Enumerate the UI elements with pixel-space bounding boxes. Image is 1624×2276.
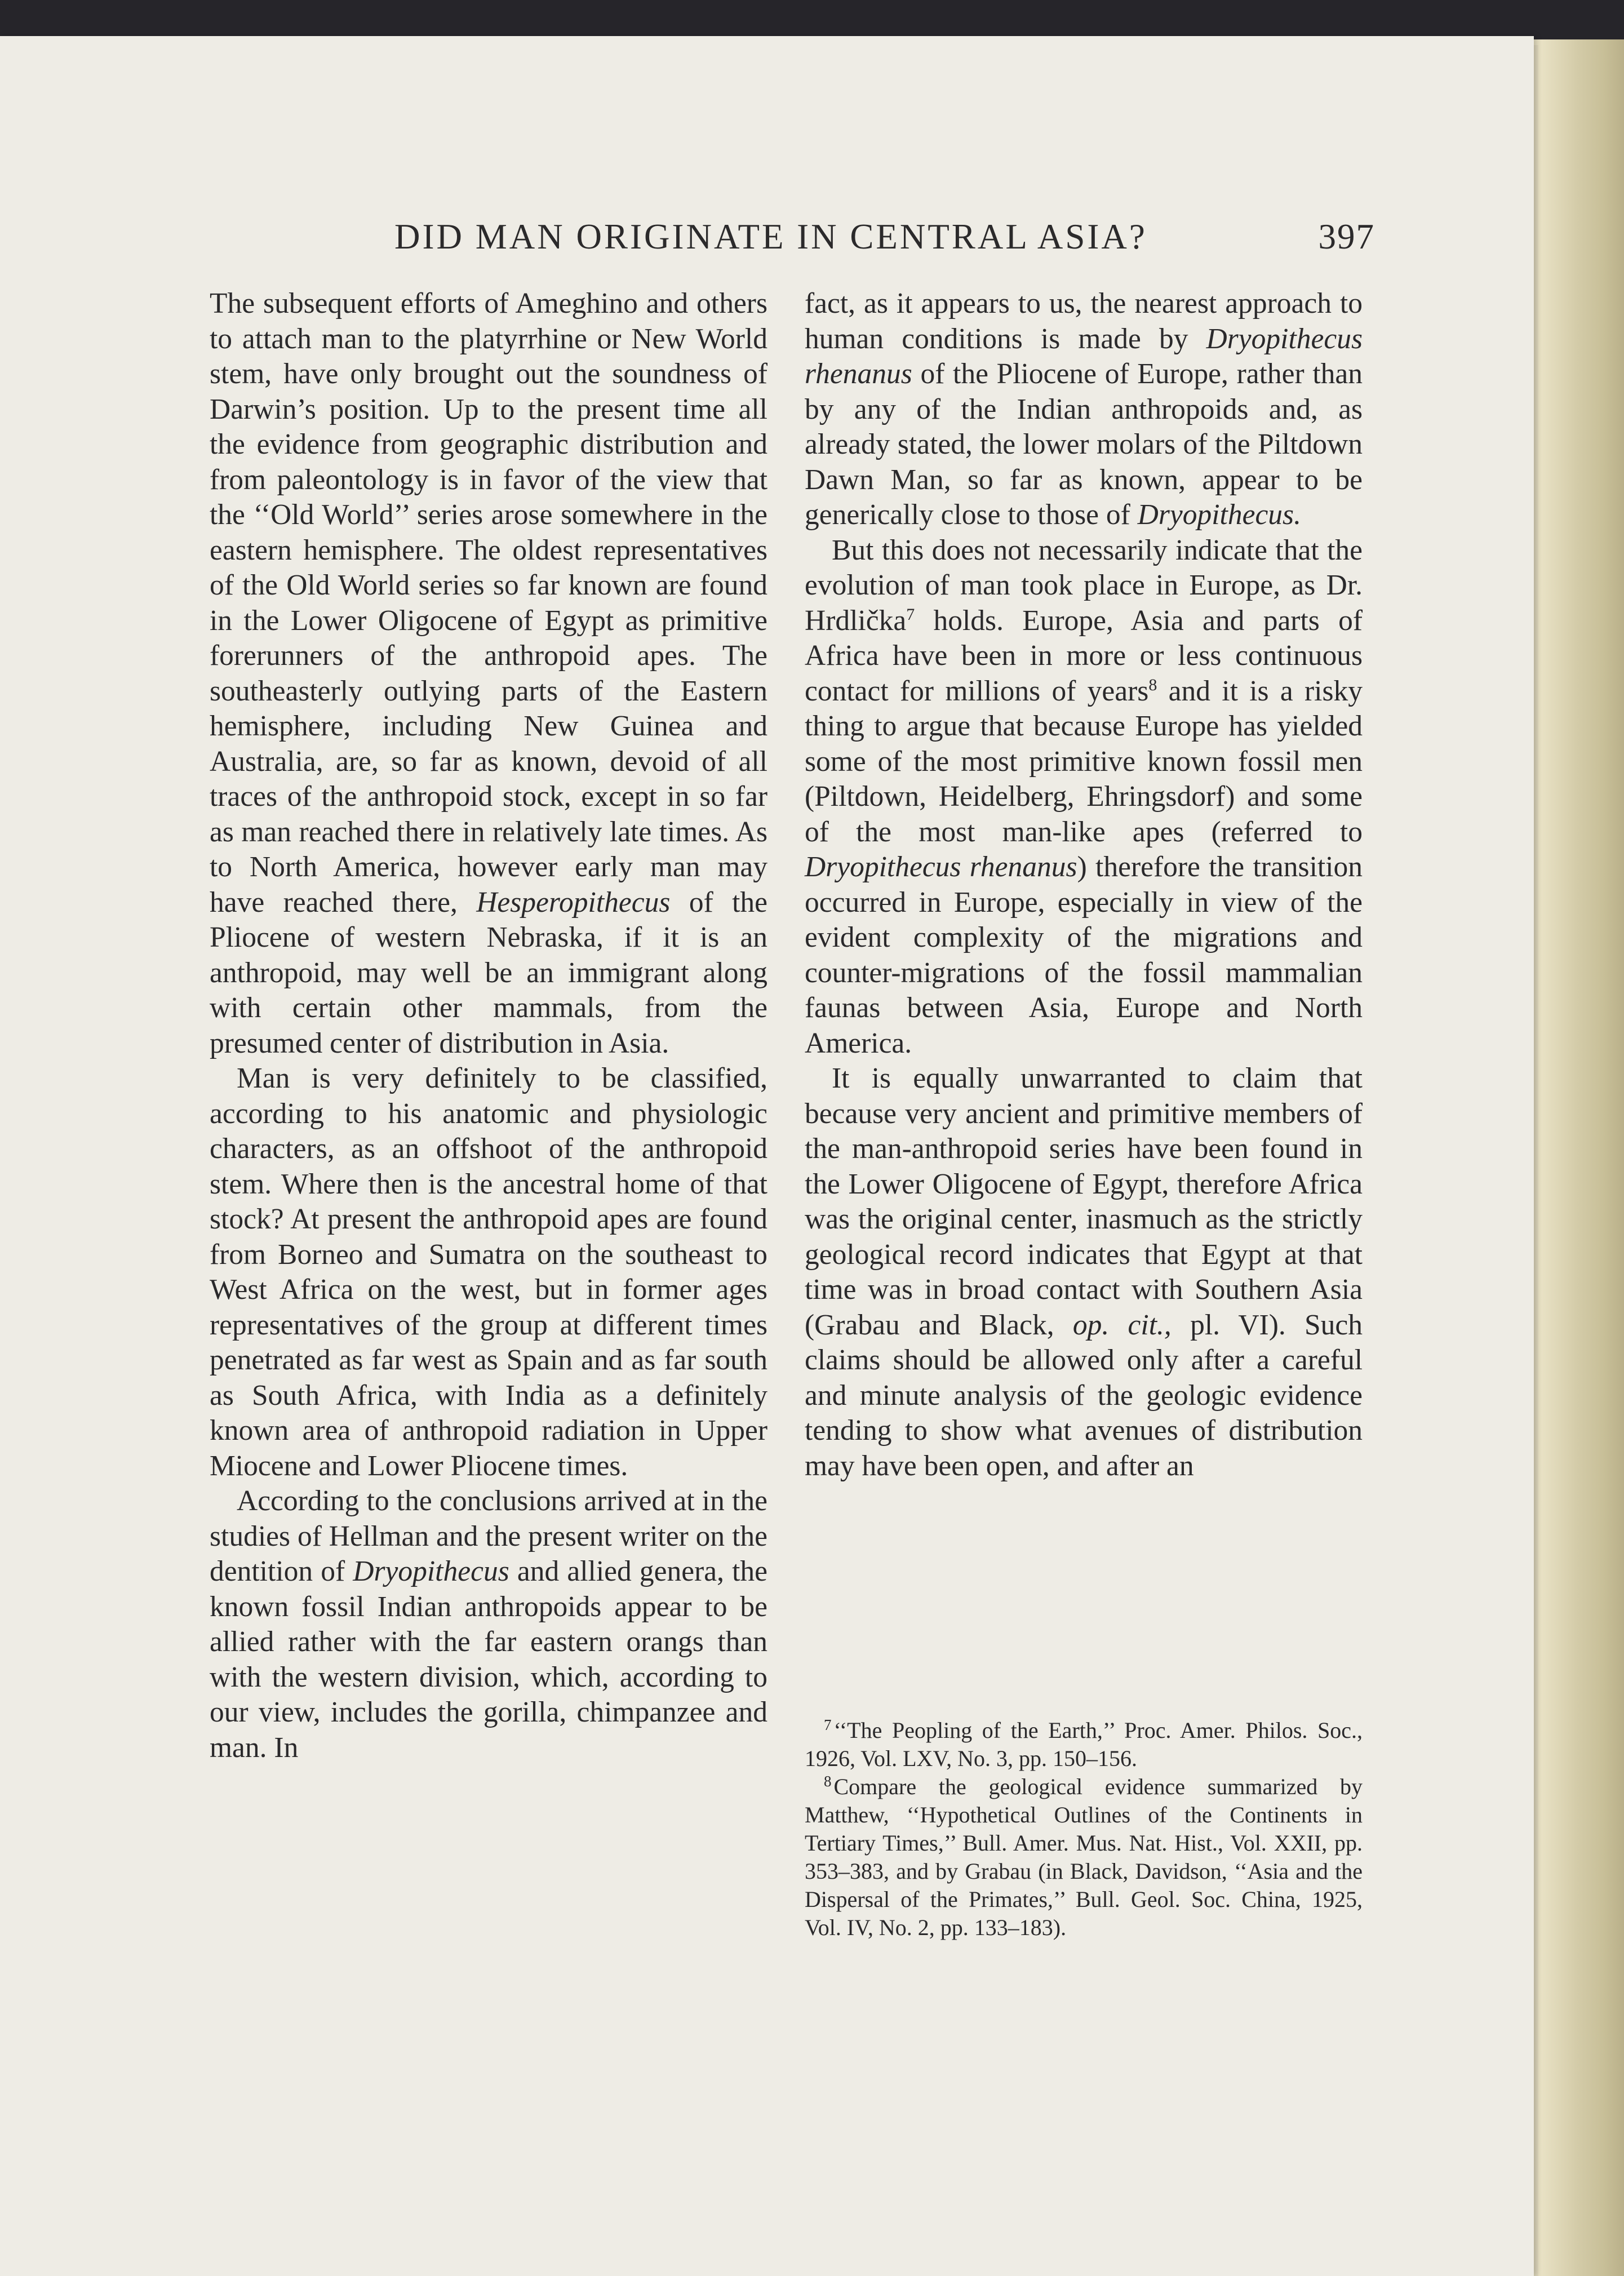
paragraph: fact, as it appears to us, the nearest approach to human conditions is made by Dryopithecus rhenanus of the Pliocene of Europe, rather than by any of the Indian anthropoids and, as already stated, the lower molars of the Piltdown Dawn Man, so far as known, appear to be generically close to those of Dryopithecus. [805,287,1363,531]
running-title: DID MAN ORIGINATE IN CENTRAL ASIA? [394,217,1147,256]
running-header [394,216,1375,261]
paragraph: Man is very definitely to be classified, according to his anatomic and physiologic characters, as an offshoot of the anthropoid stem. Where then is the ancestral home of that stock? At present the anthropoid apes are found from Borneo and Sumatra on the southeast to West Africa on the west, but in former ages representatives of the group at different times penetrated as far west as Spain and as far south as South Africa, with India as a definitely known area of anthropoid radiation in Upper Miocene and Lower Pliocene times. [210,1062,767,1482]
footnote: $^8$ Compare the geological evidence summarized by Matthew, ‘‘Hypothetical Outlines of the Continents in Tertiary Times,’’ Bull. Amer. Mus. Nat. Hist., Vol. XXII, pp. 353–383, and by Grabau (in Black, Davidson, ‘‘Asia and the Dispersal of the Primates,’’ Bull. Geol. Soc. China, 1925, Vol. IV, No. 2, pp. 133–183). [805,1772,1363,1940]
footnote-ref[interactable]: 7 [906,605,915,624]
paragraph: According to the conclusions arrived at in the studies of Hellman and the present writer on the dentition of Dryopithecus and allied genera, the known fossil Indian anthropoids appear to be allied rather with the far eastern orangs than with the western division, which, according to our view, includes the gorilla, chimpanzee and man. In [210,1485,768,1764]
footnote: $^7$ ‘‘The Peopling of the Earth,’’ Proc. Amer. Philos. Soc., 1926, Vol. LXV, No. 3, pp. 150–156. [805,1716,1363,1771]
footnote-ref[interactable]: 8 [1148,675,1157,694]
paragraph: It is equally unwarranted to claim that because very ancient and primitive members of the man-anthropoid series have been found in the Lower Oligocene of Egypt, therefore Africa was the original center, inasmuch as the strictly geological record indicates that Egypt at that time was in broad contact with Southern Asia (Grabau and Black, op. cit., pl. VI). Such claims should be allowed only after a careful and minute analysis of the geologic evidence tending to show what avenues of distribution may have been open, and after an [805,1062,1363,1482]
footnotes [805,1716,1363,1942]
paragraph: The subsequent efforts of Ameghino and others to attach man to the platyrrhine or New World stem, have only brought out the soundness of Darwin’s position. Up to the present time all the evidence from geographic distribution and from paleontology is in favor of the view that the ‘‘Old World’’ series arose somewhere in the eastern hemisphere. The oldest representatives of the Old World series so far known are found in the Lower Oligocene of Egypt as primitive forerunners of the anthropoid apes. The southeasterly outlying parts of the Eastern hemisphere, including New Guinea and Australia, are, so far as known, devoid of all traces of the anthropoid stock, except in so far as man reached there in relatively late times. As to North America, however early man may have reached there, Hesperopithecus of the Pliocene of western Nebraska, if it is an anthropoid, may well be an immigrant along with certain other mammals, from the presumed center of distribution in Asia. [210,287,767,1059]
page-number: 397 [1318,217,1375,256]
paragraph: But this does not necessarily indicate that the evolution of man took place in Europe, as Dr. Hrdlička$^7$ holds. Europe, Asia and parts of Africa have been in more or less continuous contact for millions of years$^8$ and it is a risky thing to argue that because Europe has yielded some of the most primitive known fossil men (Piltdown, Heidelberg, Ehringsdorf) and some of the most man-like apes (referred to Dryopithecus rhenanus) therefore the transition occurred in Europe, especially in view of the evident complexity of the migrations and counter-migrations of the fossil mammalian faunas between Asia, Europe and North America. [805,534,1363,1059]
right-column [805,286,1363,1484]
left-column [210,286,767,1765]
